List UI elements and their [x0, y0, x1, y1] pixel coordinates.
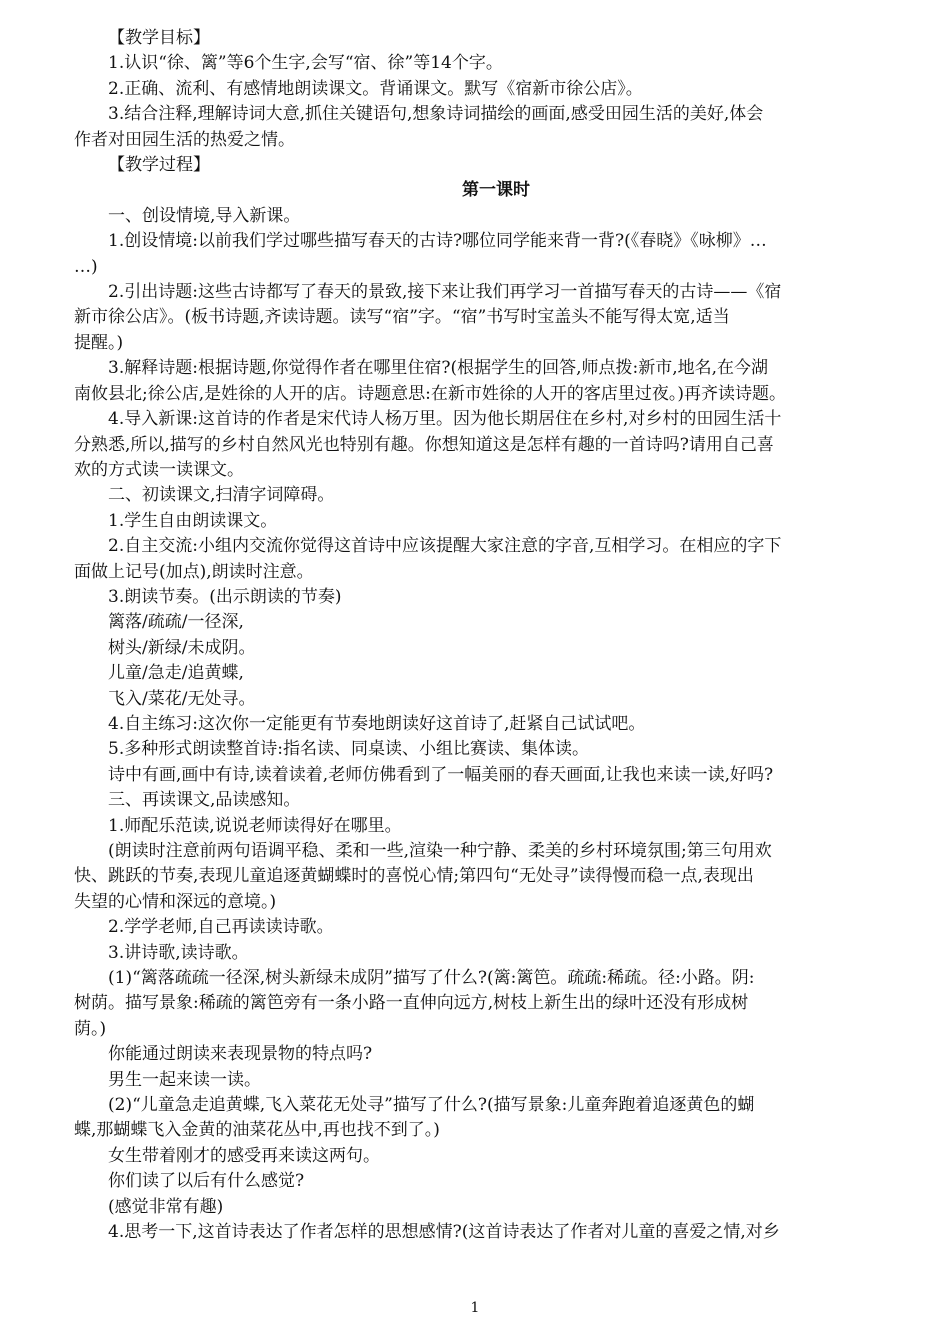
transition-text: 诗中有画,画中有诗,读着读着,老师仿佛看到了一幅美丽的春天画面,让我也来读一读,好吗? — [108, 764, 774, 785]
step-3-1-note-cont2: 失望的心情和深远的意境。) — [74, 891, 277, 912]
step-heading-1: 一、创设情境,导入新课。 — [108, 205, 301, 226]
objective-2: 2.正确、流利、有感情地朗读课文。背诵课文。默写《宿新市徐公店》。 — [108, 78, 643, 99]
prompt-read-features: 你能通过朗读来表现景物的特点吗? — [108, 1044, 373, 1065]
step-2-3: 3.朗读节奏。(出示朗读的节奏) — [108, 586, 342, 607]
step-2-1: 1.学生自由朗读课文。 — [108, 510, 278, 531]
step-1-4-cont: 分熟悉,所以,描写的乡村自然风光也特别有趣。你想知道这是怎样有趣的一首诗吗?请用自己喜 — [74, 434, 774, 455]
step-3-3-q1-cont: 树荫。描写景象:稀疏的篱笆旁有一条小路一直伸向远方,树枝上新生出的绿叶还没有形成树 — [74, 993, 749, 1014]
step-3-1-note: (朗读时注意前两句语调平稳、柔和一些,渲染一种宁静、柔美的乡村环境氛围;第三句用欢 — [108, 841, 772, 861]
page-number: 1 — [470, 1300, 480, 1316]
step-3-3-q2-cont: 蝶,那蝴蝶飞入金黄的油菜花丛中,再也找不到了。) — [74, 1120, 440, 1141]
step-heading-2: 二、初读课文,扫清字词障碍。 — [108, 485, 335, 506]
step-3-2: 2.学学老师,自己再读读诗歌。 — [108, 917, 334, 938]
objective-3-cont: 作者对田园生活的热爱之情。 — [74, 129, 295, 150]
step-1-1-cont: …) — [74, 256, 98, 277]
step-1-2: 2.引出诗题:这些古诗都写了春天的景致,接下来让我们再学习一首描写春天的古诗——《宿 — [108, 282, 782, 303]
step-3-4: 4.思考一下,这首诗表达了作者怎样的思想感情?(这首诗表达了作者对儿童的喜爱之情,对乡 — [108, 1222, 780, 1243]
poem-line-1: 篱落/疏疏/一径深, — [108, 612, 244, 633]
step-heading-3: 三、再读课文,品读感知。 — [108, 790, 301, 811]
step-3-3: 3.讲诗歌,读诗歌。 — [108, 942, 249, 963]
step-3-1-note-cont: 快、跳跃的节奏,表现儿童追逐黄蝴蝶时的喜悦心情;第四句“无处寻”读得慢而稳一点,表现出 — [74, 866, 754, 887]
lesson-title: 第一课时 — [462, 180, 530, 201]
step-3-3-q1-cont2: 荫。) — [74, 1018, 107, 1039]
answer-feeling: (感觉非常有趣) — [108, 1196, 224, 1217]
step-1-1: 1.创设情境:以前我们学过哪些描写春天的古诗?哪位同学能来背一背?(《春晓》《咏柳》… — [108, 231, 767, 252]
poem-line-2: 树头/新绿/未成阴。 — [108, 637, 256, 658]
step-1-4-cont2: 欢的方式读一读课文。 — [74, 459, 244, 480]
step-3-3-q2: (2)“儿童急走追黄蝶,飞入菜花无处寻”描写了什么?(描写景象:儿童奔跑着追逐黄色的蝴 — [108, 1095, 755, 1116]
step-2-2-cont: 面做上记号(加点),朗读时注意。 — [74, 561, 314, 582]
objective-1: 1.认识“徐、篱”等6个生字,会写“宿、徐”等14个字。 — [108, 53, 503, 74]
step-2-5: 5.多种形式朗读整首诗:指名读、同桌读、小组比赛读、集体读。 — [108, 739, 589, 760]
step-1-4: 4.导入新课:这首诗的作者是宋代诗人杨万里。因为他长期居住在乡村,对乡村的田园生活十 — [108, 409, 782, 430]
section-heading-objectives: 【教学目标】 — [108, 28, 210, 48]
poem-line-3: 儿童/急走/追黄蝶, — [108, 663, 244, 684]
step-2-4: 4.自主练习:这次你一定能更有节奏地朗读好这首诗了,赶紧自己试试吧。 — [108, 713, 646, 734]
step-3-1: 1.师配乐范读,说说老师读得好在哪里。 — [108, 815, 402, 836]
prompt-boys-read: 男生一起来读一读。 — [108, 1069, 261, 1090]
section-heading-process: 【教学过程】 — [108, 155, 210, 176]
step-2-2: 2.自主交流:小组内交流你觉得这首诗中应该提醒大家注意的字音,互相学习。在相应的字下 — [108, 536, 782, 557]
poem-line-4: 飞入/菜花/无处寻。 — [108, 688, 256, 709]
step-1-3-cont: 南攸县北;徐公店,是姓徐的人开的店。诗题意思:在新市姓徐的人开的客店里过夜。)再齐读诗题。 — [74, 383, 786, 404]
prompt-girls-read: 女生带着刚才的感受再来读这两句。 — [108, 1145, 380, 1166]
step-3-3-q1: (1)“篱落疏疏一径深,树头新绿未成阴”描写了什么?(篱:篱笆。疏疏:稀疏。径:小路。阴: — [108, 968, 755, 989]
step-1-2-cont: 新市徐公店》。(板书诗题,齐读诗题。读写“宿”字。“宿”书写时宝盖头不能写得太宽,适当 — [74, 307, 730, 328]
step-1-3: 3.解释诗题:根据诗题,你觉得作者在哪里住宿?(根据学生的回答,师点拨:新市,地名,在今湖 — [108, 358, 769, 379]
step-1-2-cont2: 提醒。) — [74, 332, 124, 353]
prompt-feeling: 你们读了以后有什么感觉? — [108, 1171, 305, 1192]
objective-3: 3.结合注释,理解诗词大意,抓住关键语句,想象诗词描绘的画面,感受田园生活的美好,体会 — [108, 104, 764, 125]
